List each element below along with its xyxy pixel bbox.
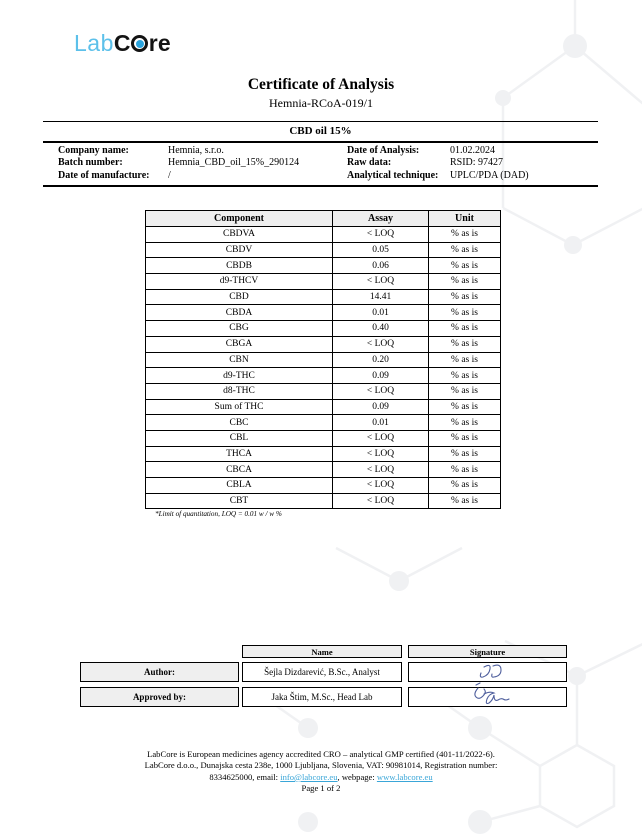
table-row (146, 258, 501, 274)
unit-cell: % as is (429, 321, 501, 337)
logo-text-lab: Lab (74, 30, 114, 56)
logo-text-re: re (148, 30, 171, 56)
footer-contact-line (0, 772, 642, 783)
component-cell: CBD (146, 289, 333, 305)
page-number: Page 1 of 2 (301, 782, 341, 793)
product-info-grid (43, 141, 598, 187)
assay-cell: 0.09 (333, 368, 429, 384)
unit-cell: % as is (429, 415, 501, 431)
assay-cell: 0.06 (333, 258, 429, 274)
column-header-unit: Unit (429, 211, 501, 227)
signature-table-header-signature: Signature (408, 645, 567, 658)
component-cell: CBT (146, 493, 333, 509)
footer-address-line: LabCore d.o.o., Dunajska cesta 238e, 1000 Ljubljana, Slovenia, VAT: 90981014, Registration number: (144, 760, 498, 771)
unit-cell: % as is (429, 242, 501, 258)
company-name-value: Hemnia, s.r.o. (168, 145, 224, 156)
author-signature-icon (468, 662, 508, 682)
unit-cell: % as is (429, 478, 501, 494)
component-cell: CBL (146, 430, 333, 446)
email-link[interactable]: info@labcore.eu (280, 771, 338, 782)
component-cell: CBDVA (146, 227, 333, 243)
batch-number-label: Batch number: (58, 157, 123, 169)
analytical-technique-value: UPLC/PDA (DAD) (450, 169, 529, 181)
table-row (146, 383, 501, 399)
assay-cell: < LOQ (333, 336, 429, 352)
loq-footnote: *Limit of quantitation, LOQ = 0.01 w / w % (155, 510, 282, 518)
table-row (146, 415, 501, 431)
approved-by-label: Approved by: (80, 687, 239, 707)
assay-cell: 14.41 (333, 289, 429, 305)
table-row (146, 430, 501, 446)
assay-cell: 0.20 (333, 352, 429, 368)
component-cell: CBC (146, 415, 333, 431)
author-name: Šejla Dizdarević, B.Sc., Analyst (242, 662, 402, 682)
component-cell: d9-THCV (146, 274, 333, 290)
assay-cell: < LOQ (333, 274, 429, 290)
date-of-manufacture-value: / (168, 169, 171, 181)
labcore-logo (74, 30, 171, 57)
assay-cell: < LOQ (333, 430, 429, 446)
table-row (146, 305, 501, 321)
assay-cell: < LOQ (333, 383, 429, 399)
component-cell: CBDA (146, 305, 333, 321)
date-of-manufacture-label: Date of manufacture: (58, 169, 150, 181)
assay-cell: 0.09 (333, 399, 429, 415)
component-cell: Sum of THC (146, 399, 333, 415)
unit-cell: % as is (429, 383, 501, 399)
column-header-assay: Assay (333, 211, 429, 227)
table-row (146, 289, 501, 305)
results-header-row (146, 211, 501, 227)
date-of-analysis-label: Date of Analysis: (347, 145, 420, 156)
assay-cell: < LOQ (333, 462, 429, 478)
assay-cell: < LOQ (333, 446, 429, 462)
table-row (146, 462, 501, 478)
unit-cell: % as is (429, 227, 501, 243)
table-row (146, 493, 501, 509)
component-cell: CBG (146, 321, 333, 337)
assay-cell: 0.05 (333, 242, 429, 258)
assay-cell: 0.40 (333, 321, 429, 337)
unit-cell: % as is (429, 493, 501, 509)
component-cell: d8-THC (146, 383, 333, 399)
product-name: CBD oil 15% (289, 125, 352, 137)
footer (0, 749, 642, 794)
company-name-label: Company name: (58, 145, 129, 156)
component-cell: CBGA (146, 336, 333, 352)
component-cell: CBLA (146, 478, 333, 494)
raw-data-label: Raw data: (347, 157, 392, 169)
component-cell: d9-THC (146, 368, 333, 384)
table-row (146, 352, 501, 368)
approved-signature-icon (464, 684, 512, 710)
author-label: Author: (80, 662, 239, 682)
date-of-analysis-value: 01.02.2024 (450, 145, 495, 156)
signature-table-header-name: Name (242, 645, 402, 658)
approved-by-name: Jaka Štim, M.Sc., Head Lab (242, 687, 402, 707)
column-header-component: Component (146, 211, 333, 227)
footer-webpage-text: , webpage: (337, 771, 377, 782)
unit-cell: % as is (429, 289, 501, 305)
title-block (0, 76, 642, 111)
component-cell: THCA (146, 446, 333, 462)
footer-accreditation-line: LabCore is European medicines agency accredited CRO – analytical GMP certified (401-11/2022-6). (147, 749, 495, 759)
webpage-link[interactable]: www.labcore.eu (376, 771, 433, 782)
table-row (146, 274, 501, 290)
analytical-technique-label: Analytical technique: (347, 169, 439, 181)
unit-cell: % as is (429, 430, 501, 446)
assay-cell: 0.01 (333, 415, 429, 431)
approved-signature-box (408, 687, 567, 707)
table-row (146, 368, 501, 384)
unit-cell: % as is (429, 336, 501, 352)
table-row (146, 446, 501, 462)
unit-cell: % as is (429, 446, 501, 462)
table-row (146, 478, 501, 494)
document-reference: Hemnia-RCoA-019/1 (269, 96, 373, 110)
unit-cell: % as is (429, 399, 501, 415)
table-row (146, 336, 501, 352)
assay-cell: 0.01 (333, 305, 429, 321)
raw-data-value: RSID: 97427 (450, 157, 504, 169)
assay-cell: < LOQ (333, 227, 429, 243)
logo-text-c: C (113, 30, 131, 56)
unit-cell: % as is (429, 368, 501, 384)
unit-cell: % as is (429, 352, 501, 368)
results-table (145, 210, 501, 509)
table-row (146, 321, 501, 337)
unit-cell: % as is (429, 274, 501, 290)
unit-cell: % as is (429, 462, 501, 478)
component-cell: CBDV (146, 242, 333, 258)
table-row (146, 227, 501, 243)
footer-registration-text: 8334625000, email: (209, 771, 281, 782)
table-row (146, 399, 501, 415)
author-signature-box (408, 662, 567, 682)
product-info-section (43, 121, 598, 187)
component-cell: CBCA (146, 462, 333, 478)
assay-cell: < LOQ (333, 478, 429, 494)
component-cell: CBDB (146, 258, 333, 274)
logo-target-icon (131, 35, 148, 52)
unit-cell: % as is (429, 305, 501, 321)
component-cell: CBN (146, 352, 333, 368)
document-title: Certificate of Analysis (247, 76, 395, 93)
assay-cell: < LOQ (333, 493, 429, 509)
unit-cell: % as is (429, 258, 501, 274)
batch-number-value: Hemnia_CBD_oil_15%_290124 (168, 157, 300, 169)
table-row (146, 242, 501, 258)
